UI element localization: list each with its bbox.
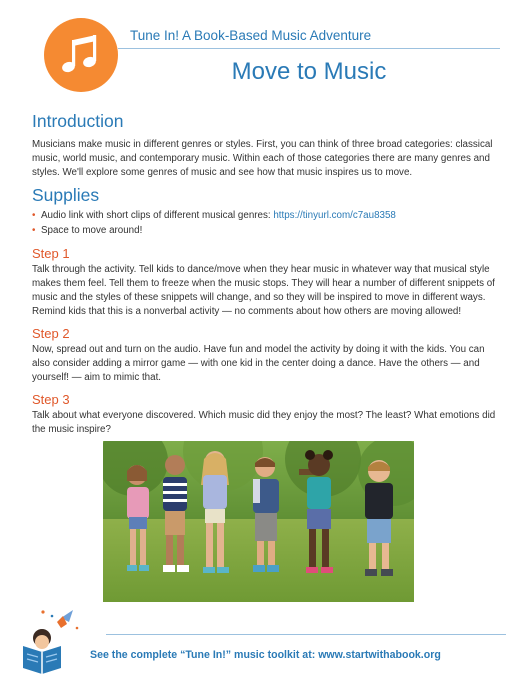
page-title: Move to Music: [231, 58, 387, 85]
bullet-icon: •: [32, 225, 36, 236]
series-title: Tune In! A Book-Based Music Adventure: [130, 28, 372, 43]
audio-link[interactable]: https://tinyurl.com/c7au8358: [273, 210, 396, 221]
page-header: [0, 0, 525, 100]
bullet-icon: •: [32, 210, 36, 221]
footer-divider: [106, 634, 506, 635]
intro-text: Musicians make music in different genres or styles. First, you can think of three broad categories: classical music, world music, and contemporary music. Within each of those categories there are many genres and styles. We'll explore some genres of music and see how that music inspires us to move.: [32, 139, 493, 178]
supply-item-text: Space to move around!: [41, 225, 143, 236]
music-note-logo: [44, 18, 118, 92]
step-1-heading: Step 1: [32, 246, 70, 261]
main-content: [32, 110, 502, 437]
mascot-illustration: [15, 606, 85, 676]
step-2-heading: Step 2: [32, 326, 70, 341]
intro-heading: Introduction: [32, 111, 124, 131]
photo-illustration: [103, 441, 414, 602]
footer-toolkit-link[interactable]: See the complete “Tune In!” music toolkit at: www.startwithabook.org: [90, 649, 441, 661]
step-2-text: Now, spread out and turn on the audio. Have fun and model the activity by doing it with the kids. You can also consider adding a mirror game — with one kid in the center doing a dance. Have the others — and yourself! — aim to mimic that.: [32, 344, 485, 383]
step-1-text: Talk through the activity. Tell kids to dance/move when they hear music in whatever way that musical style makes them feel. Tell them to freeze when the music stops. They will hear a number of different snippets of music and the styles of these snippets will change, and so they will be inspired to move in different ways. Remind kids that this is a nonverbal activity — no comments about how others are moving allowed!: [32, 264, 495, 317]
list-item: [32, 223, 502, 238]
list-item: [32, 208, 502, 223]
supplies-list: [32, 208, 502, 238]
supply-item-text: Audio link with short clips of different musical genres:: [41, 210, 274, 221]
reading-kid-rocket-icon: [15, 606, 85, 676]
step-3-heading: Step 3: [32, 392, 70, 407]
supplies-heading: Supplies: [32, 185, 100, 205]
kids-dancing-photo: [103, 441, 414, 602]
music-note-icon: [44, 18, 118, 92]
step-3-text: Talk about what everyone discovered. Which music did they enjoy the most? The least? What emotions did the music inspire?: [32, 410, 496, 435]
header-divider: [118, 48, 500, 49]
